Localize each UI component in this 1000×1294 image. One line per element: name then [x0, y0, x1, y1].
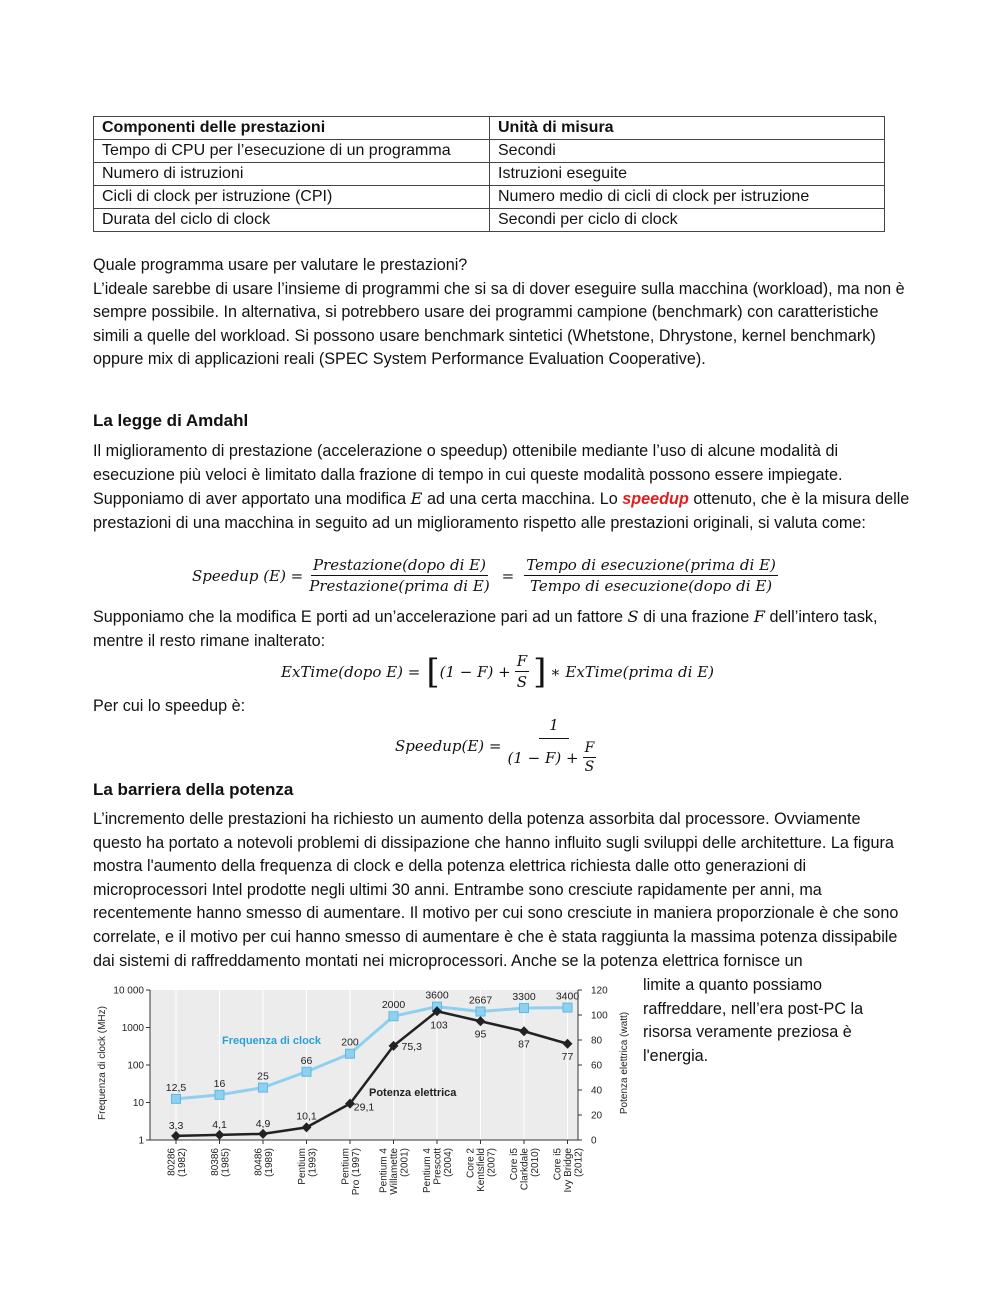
fraction-speedup	[506, 716, 603, 775]
x-tick-label: Kentsfield	[476, 1148, 487, 1192]
y-tick-label-right: 120	[591, 985, 608, 997]
equation-lhs: Speedup (E) =	[192, 566, 304, 585]
power-data-label: 95	[474, 1028, 487, 1041]
clock-data-label: 200	[341, 1036, 359, 1049]
y-axis-label-left: Frequenza di clock (MHz)	[97, 1006, 108, 1120]
side-text-line: risorsa veramente preziosa è	[643, 1023, 852, 1042]
math-var-e: E	[410, 489, 423, 509]
fraction-denominator	[506, 739, 603, 775]
power-data-label: 3,3	[168, 1119, 184, 1132]
x-tick-label: (2010)	[530, 1148, 541, 1177]
equation-lhs: Speedup(E) =	[395, 736, 502, 755]
power-data-label: 75,3	[401, 1040, 422, 1053]
y-tick-label-right: 0	[591, 1135, 597, 1147]
clock-data-label: 25	[257, 1070, 269, 1083]
text-span: Supponiamo che la modifica E porti ad un’accelerazione pari ad un fattore	[93, 608, 628, 626]
equation-lhs: ExTime(dopo E) =	[281, 662, 421, 681]
y-tick-label-left: 1000	[121, 1023, 144, 1034]
x-tick-label: Pro (1997)	[350, 1148, 362, 1196]
power-data-label: 4,1	[212, 1118, 227, 1131]
x-tick-label: (1985)	[220, 1148, 232, 1177]
table-cell: Durata del ciclo di clock	[94, 209, 490, 232]
x-tick-label-group	[509, 1148, 541, 1191]
table-header-cell: Componenti delle prestazioni	[94, 117, 490, 140]
equation-rhs: ∗ ExTime(prima di E)	[550, 662, 715, 681]
table-cell: Secondi	[490, 140, 885, 163]
table-row	[94, 209, 885, 232]
fraction-f-over-s	[583, 740, 597, 775]
x-tick-label-group	[553, 1148, 585, 1193]
y-tick-label-right: 100	[591, 1010, 608, 1022]
table-cell: Numero medio di cicli di clock per istruzione	[490, 186, 885, 209]
power-text	[93, 808, 905, 973]
y-tick-label-left: 1	[138, 1135, 144, 1147]
denominator-text: (1 − F) +	[507, 748, 579, 767]
x-tick-label: Willamette	[389, 1148, 400, 1195]
equals-sign: =	[501, 566, 515, 585]
side-text-line: raffreddare, nell’era post-PC la	[643, 999, 864, 1018]
x-tick-label-group	[340, 1148, 362, 1195]
fraction-numerator: 1	[539, 716, 569, 739]
intro-paragraph: L’ideale sarebbe di usare l’insieme di programmi che si sa di dover eseguire sulla macchina (workload), ma non è sempre possibile. In alternativa, si potrebbero usare dei programmi campione (benchmark) con caratteristiche simili a quelle del workload. Si possono usare benchmark sintetici (Whetstone, Dhrystone, kernel benchmark) oppure mix di applicazioni reali (SPEC System Performance Evaluation Cooperative).	[93, 279, 905, 369]
x-tick-label: Core i5	[552, 1148, 564, 1181]
x-tick-label-group	[466, 1148, 498, 1192]
intro-question: Quale programma usare per valutare le prestazioni?	[93, 256, 468, 274]
clock-point	[346, 1049, 355, 1058]
table-cell: Secondi per ciclo di clock	[490, 209, 885, 232]
table-row	[94, 163, 885, 186]
fraction-denominator: Prestazione(prima di E)	[309, 577, 490, 595]
table-cell: Istruzioni eseguite	[490, 163, 885, 186]
power-data-label: 77	[561, 1050, 574, 1063]
side-text-line: l'energia.	[643, 1046, 709, 1065]
clock-point	[389, 1012, 398, 1021]
clock-data-label: 3600	[425, 989, 449, 1002]
x-tick-label: (2004)	[443, 1148, 454, 1177]
power-data-label: 103	[430, 1019, 448, 1032]
speedup-highlight: speedup	[622, 490, 689, 509]
y-tick-label-left: 10 000	[113, 985, 144, 997]
table-header-cell: Unità di misura	[490, 117, 885, 140]
extime-equation	[281, 652, 714, 691]
fraction-tempo	[524, 556, 778, 595]
clock-point	[302, 1067, 311, 1076]
chart-grid	[150, 990, 578, 1140]
x-tick-label-group	[210, 1148, 232, 1177]
y-tick-label-right: 80	[591, 1035, 603, 1047]
text-span: ad una certa macchina. Lo	[422, 490, 623, 509]
y-axis-label-right: Potenza elettrica (watt)	[619, 1011, 630, 1115]
text-span: di una frazione	[638, 608, 754, 626]
speedup-equation	[192, 556, 782, 595]
fraction-numerator: Prestazione(dopo di E)	[313, 556, 486, 574]
clock-data-label: 16	[213, 1077, 226, 1090]
legend-clock: Frequenza di clock	[222, 1035, 322, 1047]
amdahl-text-1	[93, 440, 913, 535]
side-text-line: limite a quanto possiamo	[643, 976, 823, 994]
fraction-numerator: F	[516, 652, 528, 670]
x-tick-label: Prescott	[432, 1148, 444, 1185]
chart-x-labels	[166, 1148, 584, 1196]
amdahl-paragraph-1: Il miglioramento di prestazione (accelerazione o speedup) ottenibile mediante l’uso di alcune modalità di esecuzione più veloci è limitato dalla frazione di tempo in cui queste modalità possono essere impiegate.	[93, 442, 843, 484]
table-cell: Numero di istruzioni	[94, 163, 490, 186]
x-tick-label: (1993)	[307, 1148, 319, 1177]
fraction-denominator: S	[516, 673, 528, 691]
x-tick-label: 80286	[166, 1148, 178, 1176]
x-tick-label: Pentium	[296, 1148, 308, 1185]
table-row	[94, 140, 885, 163]
fraction-f-over-s	[515, 652, 529, 691]
clock-data-label: 2667	[468, 994, 493, 1007]
power-data-label: 29,1	[353, 1101, 375, 1114]
amdahl-text-2	[93, 605, 913, 653]
y-tick-label-right: 40	[591, 1085, 603, 1097]
text-span: Supponiamo di aver apportato una modifica	[93, 490, 411, 509]
x-tick-label: Pentium 4	[378, 1148, 390, 1194]
x-tick-label: (1982)	[176, 1148, 188, 1177]
power-data-label: 87	[518, 1038, 530, 1051]
clock-point	[563, 1003, 572, 1012]
clock-point	[259, 1083, 268, 1092]
x-tick-label: 80486	[253, 1148, 265, 1176]
clock-data-label: 3300	[512, 991, 536, 1004]
power-data-label: 4,9	[255, 1117, 271, 1130]
power-paragraph: L’incremento delle prestazioni ha richiesto un aumento della potenza assorbita dal processore. Ovviamente questo ha portato a notevoli problemi di dissipazione che hanno influito sugli sviluppi delle architetture. La figura mostra l'aumento della frequenza di clock e della potenza elettrica richiesta dalle otto generazioni di microprocessori Intel prodotte negli ultimi 30 anni. Entrambe sono cresciute rapidamente per anni, ma recentemente hanno smesso di aumentare. Il motivo per cui sono cresciute in maniera proporzionale è che sono correlate, e il motivo per cui hanno smesso di aumentare è che è stata raggiunta la massima potenza dissipabile dai sistemi di raffreddamento montati nei microprocessori. Anche se la potenza elettrica fornisce un	[93, 810, 899, 970]
section-heading-amdahl: La legge di Amdahl	[93, 411, 249, 430]
x-tick-label: Core i5	[509, 1148, 520, 1181]
power-side-text	[643, 974, 903, 1068]
clock-data-label: 66	[300, 1054, 313, 1067]
clock-point	[476, 1007, 485, 1016]
equation-inner: (1 − F) +	[439, 662, 511, 681]
x-tick-label-group	[297, 1148, 319, 1185]
clock-data-label: 12,5	[165, 1081, 187, 1094]
performance-units-table	[93, 116, 885, 232]
x-tick-label: 80386	[209, 1148, 221, 1176]
y-tick-label-left: 100	[127, 1060, 144, 1072]
y-tick-label-right: 20	[591, 1110, 603, 1122]
clock-data-label: 2000	[381, 999, 406, 1012]
x-tick-label: (2001)	[399, 1148, 411, 1177]
fraction-denominator: Tempo di esecuzione(dopo di E)	[529, 577, 773, 595]
amdahl-paragraph-4: Per cui lo speedup è:	[93, 697, 246, 715]
math-var-s: S	[627, 607, 639, 626]
table-cell: Tempo di CPU per l’esecuzione di un programma	[94, 140, 490, 163]
table-row	[94, 186, 885, 209]
x-tick-label-group	[422, 1148, 454, 1193]
clock-point	[172, 1094, 181, 1103]
speedup-final-equation	[395, 716, 606, 775]
table-cell: Cicli di clock per istruzione (CPI)	[94, 186, 490, 209]
power-data-label: 10,1	[296, 1110, 317, 1123]
math-var-f: F	[753, 607, 766, 626]
fraction-numerator: Tempo di esecuzione(prima di E)	[526, 556, 776, 574]
right-bracket: ]	[533, 651, 547, 692]
x-tick-label-group	[379, 1148, 411, 1195]
amdahl-paragraph-2	[93, 487, 913, 535]
fraction-numerator: F	[584, 740, 595, 756]
x-tick-label-group	[166, 1148, 188, 1177]
x-tick-label: Core 2	[465, 1148, 477, 1179]
text-span: ottenuto, che è la misura delle prestazioni di una macchina in seguito ad un miglioramento rispetto alle prestazioni originali, si valuta come:	[93, 490, 910, 532]
x-tick-label: (1989)	[263, 1148, 275, 1177]
table-header-row	[94, 117, 885, 140]
x-tick-label: (2012)	[573, 1148, 585, 1177]
x-tick-label: (2007)	[486, 1148, 498, 1177]
chart-plot-area	[150, 990, 578, 1140]
section-heading-power: La barriera della potenza	[93, 780, 294, 799]
amdahl-paragraph-3	[93, 605, 913, 653]
clock-point	[520, 1004, 529, 1013]
clock-point	[215, 1090, 224, 1099]
clock-power-chart	[90, 980, 640, 1200]
clock-data-label: 3400	[555, 990, 580, 1003]
y-tick-label-right: 60	[591, 1060, 603, 1072]
y-tick-label-left: 10	[132, 1098, 144, 1109]
fraction-denominator: S	[584, 759, 595, 775]
text-span: dell’intero task, mentre il resto rimane inalterato:	[93, 608, 878, 650]
left-bracket: [	[426, 651, 440, 692]
x-tick-label: Pentium	[340, 1148, 352, 1185]
x-tick-label: Ivy Bridge	[563, 1148, 574, 1193]
intro-section	[93, 254, 913, 372]
x-tick-label-group	[253, 1148, 275, 1177]
fraction-prestazione	[307, 556, 491, 595]
x-tick-label: Pentium 4	[422, 1148, 433, 1194]
x-tick-label: Clarkdale	[519, 1148, 531, 1191]
legend-power: Potenza elettrica	[369, 1087, 457, 1099]
